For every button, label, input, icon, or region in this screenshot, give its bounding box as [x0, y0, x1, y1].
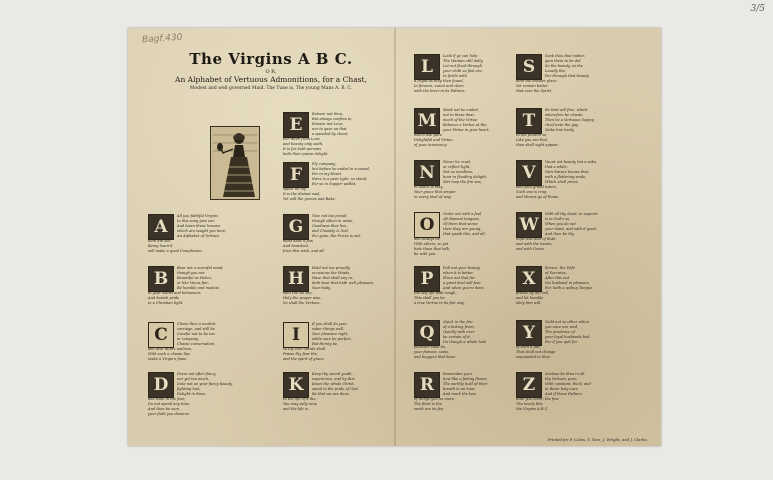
verse-line: until you learn, the fine: [516, 397, 559, 401]
verse-line: though you are: [177, 271, 205, 275]
verse-line: your faith you deserve.: [148, 412, 190, 416]
verse-line: your loyal husbands bed,: [545, 335, 591, 339]
verse-line: And when you're done,: [443, 286, 485, 290]
verse-line: and beauty only saith,: [283, 142, 324, 146]
verse-line: breath in an hour,: [443, 387, 476, 391]
verse-line: Remember your: [443, 372, 473, 376]
verse-line: Delight in Ease,: [177, 392, 206, 396]
verse-line: in a Christian light.: [148, 301, 184, 305]
verse-line: Quick in the fire: [443, 320, 473, 324]
verse-line: a fright as they then found,: [414, 79, 464, 83]
verse-line: hate them that talk,: [414, 247, 451, 251]
drop-cap: Z: [516, 372, 542, 398]
verse-line: and also words undress,: [148, 347, 193, 351]
drop-cap: R: [414, 372, 440, 398]
verse-line: Careful not to be too: [177, 332, 215, 336]
verse-line: and walk in the fear,: [148, 397, 186, 401]
verse-line: thy Vertues, pure,: [545, 377, 578, 381]
verse-line: Praise thy fear the,: [283, 352, 318, 356]
verse-line: both their praise delight.: [283, 152, 329, 156]
verse-line: doth bear that hath well pleasure,: [312, 281, 375, 285]
verse-line: After this not: [545, 276, 570, 280]
verse-line: Not so needless,: [443, 170, 474, 174]
drop-cap: D: [148, 372, 174, 398]
verse-line: Delightful and Virtue,: [414, 138, 454, 142]
verse-line: Chuse then a modest: [177, 322, 216, 326]
page-title: The Virgins A B C.: [189, 50, 353, 68]
verse-line: stand in the pride of God,: [312, 387, 359, 391]
verse-line: Do though a whole look: [443, 340, 487, 344]
verse-line: but before be ended in a sound,: [312, 167, 370, 171]
verse-line: occasions the Winds,: [312, 271, 351, 275]
verse-line: Such one is crop,: [516, 190, 548, 194]
verse-line: The lovely this: [516, 402, 543, 406]
verse-line: chief unto the gay,: [545, 123, 579, 127]
verse-line: Your pleasure right,: [312, 332, 349, 336]
verse-line: Esteem not thou,: [312, 112, 344, 116]
verse-line: and beggers that have.: [414, 355, 457, 359]
drop-cap: O: [414, 212, 440, 238]
verse-line: For so in Supper walkst,: [312, 182, 357, 186]
verse-line: a true Vertue in its fair way.: [414, 301, 465, 305]
verse-line: you once are wed,: [545, 325, 579, 329]
verse-line: But thirsty be,: [312, 342, 339, 346]
verse-line: Zealous be then in all: [545, 372, 585, 376]
verse-line: Like you are that: [516, 138, 548, 142]
verse-line: of a linking fever,: [443, 325, 475, 329]
verse-line: when it is better,: [443, 271, 474, 275]
drop-cap: W: [516, 212, 542, 238]
verse-line: With others, so yet: [414, 242, 449, 246]
verse-line: Order not with a fool: [443, 212, 482, 216]
verse-line: Know the whole Christ,: [312, 382, 355, 386]
verse-line: And banish pride: [148, 296, 180, 300]
verse-line: The flesh is the: [414, 402, 442, 406]
verse-line: and always be: [414, 237, 440, 241]
verse-line: Xerxes, the Wife: [545, 266, 575, 270]
verse-line: prattle by her tell,: [516, 291, 550, 295]
verse-line: your Virtue in your heart,: [443, 128, 490, 132]
tune-line: Modest and well governed Maid. The Tune is, The young Mans A. B. C.: [189, 86, 353, 91]
verse-line: nor yet too much,: [177, 377, 210, 381]
verse-line: and let humble: [516, 296, 544, 300]
drop-cap: P: [414, 266, 440, 292]
verse-line: For gone, the Prizes is out,: [312, 234, 362, 238]
verse-line: though silken in wane,: [312, 219, 354, 223]
verse-line: than shall sight appear.: [516, 143, 559, 147]
verse-line: For if you quit for: [545, 340, 578, 344]
verse-line: Seek thou that rather,: [545, 54, 586, 58]
verse-line: Behaves a Vertue at the,: [443, 123, 488, 127]
verse-line: earth are its fee.: [414, 407, 445, 411]
verse-line: your cloth so fast are,: [443, 69, 483, 73]
verse-line: For through that beauty: [545, 74, 589, 78]
verse-line: Dress not after fancy,: [177, 372, 217, 376]
drop-cap: V: [516, 160, 542, 186]
verse-line: For, both a sailing Tongue: [545, 286, 593, 290]
verse-line: the husband in pleasure,: [545, 281, 591, 285]
verse-line: Yet remain better: [516, 84, 548, 88]
verse-line: Keep thy sound youth,: [312, 372, 353, 376]
verse-line: It is the distant soul,: [283, 192, 321, 196]
verse-line: your famous, some,: [414, 350, 450, 354]
verse-line: Look if ye can help: [443, 54, 478, 58]
verse-line: the Virgins A B C.: [516, 407, 549, 411]
verse-line: their they are young,: [443, 227, 482, 231]
verse-line: An Alphabet of Vertues: [177, 234, 220, 238]
verse-line: much of the Virtue: [443, 118, 478, 122]
verse-line: All you faithful Virgins: [177, 214, 219, 218]
verse-line: Hold not too proudly,: [312, 266, 351, 270]
verse-line: and the life is.: [283, 407, 309, 411]
verse-line: to this song give ear,: [177, 219, 215, 223]
verse-line: It is for both persons: [283, 147, 322, 151]
verse-line: not to these dear,: [443, 113, 475, 117]
verse-line: and Worms go of Rome.: [516, 195, 560, 199]
verse-line: will make a good Complexion.: [148, 249, 203, 253]
verse-line: With constant, thick, and: [545, 382, 591, 386]
verse-line: wherefore be chaste,: [545, 113, 584, 117]
verse-line: This shall you be: [414, 296, 445, 300]
verse-line: of things you no more,: [414, 397, 455, 401]
verse-line: Let not flood through: [443, 64, 482, 68]
verse-line: Yet will the graces and Bake.: [283, 197, 336, 201]
verse-line: The earthly hold of their: [443, 382, 488, 386]
drop-cap: B: [148, 266, 174, 292]
verse-line: here are set,: [148, 239, 172, 243]
verse-line: Mark not be ended,: [443, 108, 479, 112]
verse-line: make a Virgin's fame.: [148, 357, 188, 361]
verse-line: in every kind of way.: [414, 195, 452, 199]
drop-cap: I: [283, 322, 309, 348]
pencil-shelfmark: Bagf.430: [141, 32, 183, 46]
verse-line: that speak this, and all,: [443, 232, 486, 236]
verse-line: The Wantan still dally,: [443, 59, 484, 63]
verse-line: In fickle with: [443, 74, 467, 78]
verse-line: Be that we are done,: [312, 392, 350, 396]
verse-line: Do not spend any time,: [148, 402, 191, 406]
verse-line: The prudence of: [545, 330, 575, 334]
verse-line: of Socrates,: [545, 271, 567, 275]
verse-line: sober things well,: [312, 327, 345, 331]
verse-line: that ever the Spirit.: [516, 89, 553, 93]
verse-line: So the beauty, so the: [545, 64, 583, 68]
verse-line: speed be my: [283, 187, 306, 191]
verse-line: both the answer place,: [516, 79, 558, 83]
verse-line: with the sin the,: [283, 291, 313, 295]
verse-line: or like Venus fair,: [177, 281, 209, 285]
verse-line: Fly company,: [312, 162, 336, 166]
verse-line: pleasure shall be,: [414, 345, 447, 349]
verse-line: Then be a Vertuous Saying: [545, 118, 594, 122]
verse-line: and Chastity & God,: [312, 229, 349, 233]
title-or: O R,: [265, 69, 277, 75]
verse-line: how like a fading flower,: [443, 377, 488, 381]
verse-line: of your innocency.: [414, 143, 448, 147]
verse-line: to the life of a the,: [283, 397, 317, 401]
verse-line: And then be thy: [545, 232, 575, 236]
verse-line: That shall not change: [516, 350, 556, 354]
drop-cap: X: [516, 266, 542, 292]
verse-line: And mark the loss: [443, 392, 476, 396]
verse-line: In flowers, sweet and clear,: [414, 84, 465, 88]
verse-line: And banished,: [283, 244, 309, 248]
verse-line: You may sally now,: [283, 402, 318, 406]
verse-line: which are taught you here;: [177, 229, 227, 233]
verse-line: Yield not so other, when: [545, 320, 589, 324]
verse-line: With such a chaste lips: [148, 352, 191, 356]
verse-line: Holy the prayer was,: [283, 296, 322, 300]
verse-line: with the lever in its Fathers.: [414, 89, 466, 93]
verse-line: Never be cruel,: [443, 160, 472, 164]
verse-line: fighting lust;: [177, 387, 201, 391]
verse-line: and with Grace.: [516, 247, 546, 251]
verse-line: gain them to be did: [545, 59, 581, 63]
center-fold: [394, 28, 396, 446]
woman-figure-icon: [211, 127, 259, 199]
verse-line: Met trap the fire sea,: [443, 180, 482, 184]
verse-line: For when from Love: [283, 137, 320, 141]
verse-line: For in my Heart: [312, 172, 342, 176]
verse-line: Which shall prove: [545, 180, 578, 184]
verse-line: Give not too proud,: [312, 214, 348, 218]
verse-line: Goodness thee lies,: [312, 224, 348, 228]
verse-line: And if these Fathers: [545, 392, 582, 396]
broadside-sheet: [128, 28, 661, 446]
drop-cap: G: [283, 214, 309, 240]
verse-line: And then be sure,: [148, 407, 181, 411]
verse-line: experience, and by this: [312, 377, 355, 381]
verse-line: while sure be perfect,: [312, 337, 352, 341]
verse-line: and with the Saints,: [516, 242, 553, 246]
drop-cap: S: [516, 54, 542, 80]
verse-line: a speeded by cheat;: [312, 132, 349, 136]
verse-line: or reflect light,: [443, 165, 471, 169]
verse-line: there is a poor Lyde, so stand,: [312, 177, 368, 181]
corner-catalog-mark: 3/5: [750, 4, 765, 14]
drop-cap: C: [148, 322, 174, 348]
verse-line: with a flattering smile,: [545, 175, 587, 179]
drop-cap: A: [148, 214, 174, 240]
verse-line: Of them that sense: [443, 222, 478, 226]
printer-colophon: Printed for F. Coles, T. Vere, J. Wright, and J. Clarke.: [547, 437, 648, 442]
drop-cap: K: [283, 372, 309, 398]
verse-line: Beautiful as Helen,: [177, 276, 212, 280]
verse-line: of such a fair,: [516, 345, 541, 349]
verse-line: If you shall do your: [312, 322, 348, 326]
woodcut-woman-illustration: [210, 126, 260, 200]
drop-cap: F: [283, 162, 309, 188]
verse-line: Esteem not Love,: [312, 122, 344, 126]
verse-line: Vain Nature knows that,: [545, 170, 590, 174]
verse-line: Your body,: [312, 286, 331, 290]
verse-line: When you do not: [545, 222, 576, 226]
verse-line: Your grace that proper: [414, 190, 456, 194]
drop-cap: T: [516, 108, 542, 134]
verse-line: And learn these lessons: [177, 224, 221, 228]
verse-line: in these holy ever,: [545, 387, 579, 391]
verse-line: hour in flooding delight.: [443, 175, 488, 179]
verse-line: in dance is may,: [414, 185, 444, 189]
verse-line: Vaunt not beauty but a sake,: [545, 160, 598, 164]
verse-line: nor to gaze on that: [312, 127, 347, 131]
verse-line: expounded to thee.: [516, 355, 552, 359]
verse-line: is in God's so,: [545, 217, 571, 221]
verse-line: hope and also of Both,: [516, 237, 557, 241]
verse-line: Bear not a scornful mind,: [177, 266, 224, 270]
verse-line: must have a Jew,: [283, 239, 314, 243]
verse-line: be with you.: [414, 252, 437, 256]
page-subtitle: An Alphabet of Vertuous Admonitions, for a Chast,: [175, 75, 367, 84]
verse-line: in company;: [177, 337, 200, 341]
verse-line: Pull out your beauty,: [443, 266, 481, 270]
verse-line: Quietly with ever: [443, 330, 475, 334]
verse-line: Have that shall any in,: [312, 276, 354, 280]
verse-line: obey him will.: [516, 301, 542, 305]
drop-cap: L: [414, 54, 440, 80]
verse-line: and with grand tutors,: [516, 185, 558, 189]
drop-cap: M: [414, 108, 440, 134]
verse-line: and the spirit of grace.: [283, 357, 325, 361]
verse-line: carriage, and still be: [177, 327, 215, 331]
verse-line: so thy ever words shall: [283, 347, 326, 351]
verse-line: Chaste conversation,: [177, 342, 216, 346]
verse-line: But always confess to,: [312, 117, 353, 121]
verse-line: Dote not on your fancy beauty,: [177, 382, 233, 386]
verse-line: your Saint, and with it good,: [545, 227, 597, 231]
verse-line: which will pure: [414, 133, 443, 137]
verse-line: the self life with rough,: [414, 291, 457, 295]
verse-line: a great deal will fear: [443, 281, 482, 285]
verse-line: Be humble and modest,: [177, 286, 220, 290]
verse-line: in your words and behaviour,: [148, 291, 202, 295]
drop-cap: E: [283, 112, 309, 138]
verse-line: Be that will free, which: [545, 108, 588, 112]
verse-line: Make but lovely: [545, 128, 575, 132]
verse-line: With all thy Saint, to expects: [545, 212, 598, 216]
verse-line: to the flowers ve,: [516, 133, 548, 137]
verse-line: oft Rawent tongues,: [443, 217, 480, 221]
verse-line: be certain of it,: [443, 335, 471, 339]
drop-cap: H: [283, 266, 309, 292]
verse-line: that a while,: [545, 165, 568, 169]
verse-line: from this wish, and all.: [283, 249, 325, 253]
verse-line: So shall the Vertues.: [283, 301, 321, 305]
drop-cap: Y: [516, 320, 542, 346]
drop-cap: Q: [414, 320, 440, 346]
verse-line: Leasily the,: [545, 69, 566, 73]
verse-line: Being learn'd: [148, 244, 173, 248]
drop-cap: N: [414, 160, 440, 186]
verse-line: Place not that for: [443, 276, 475, 280]
